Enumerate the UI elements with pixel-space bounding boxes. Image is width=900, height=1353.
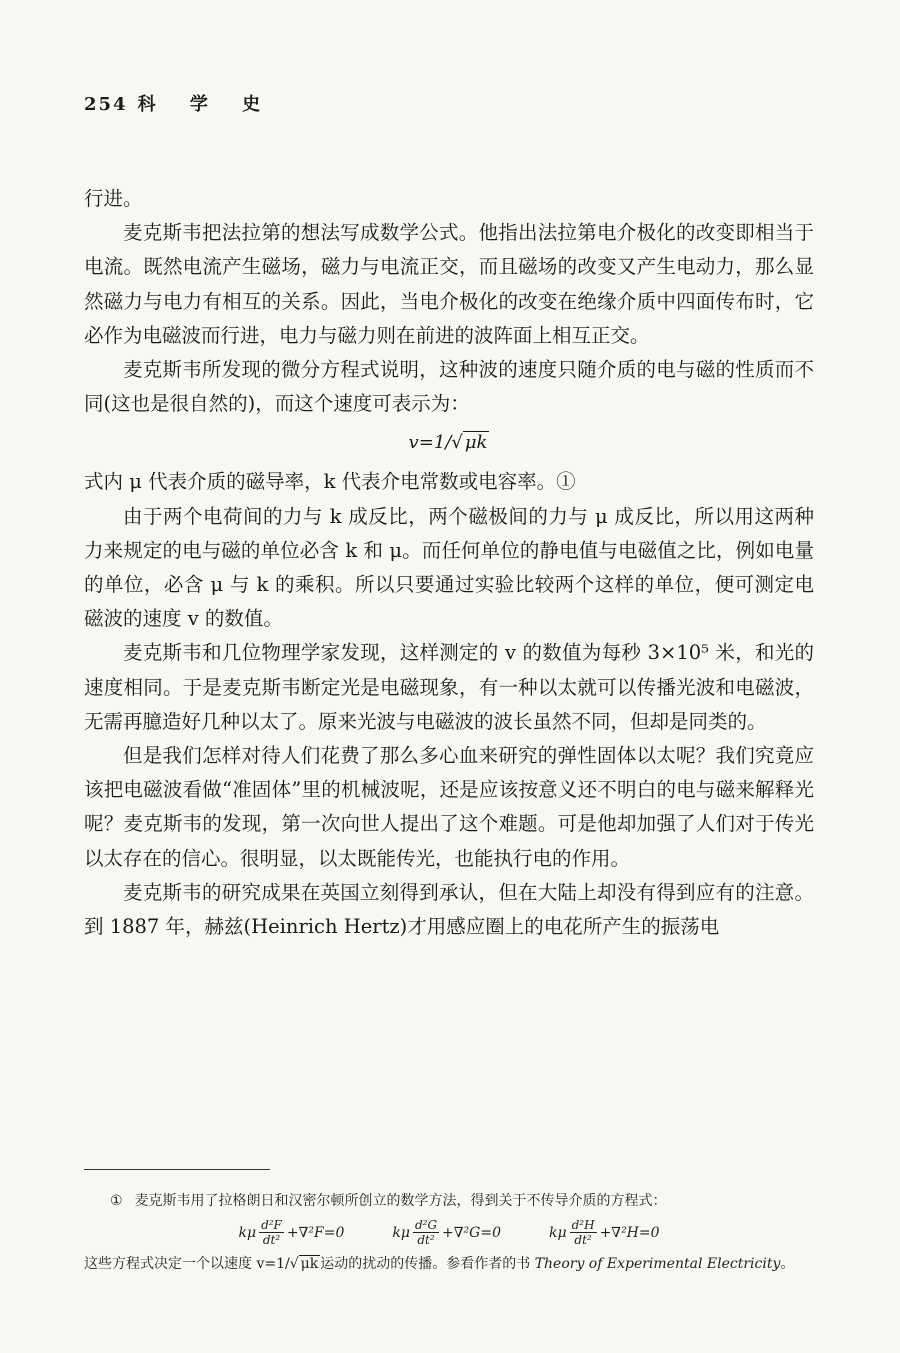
book-title: Theory of Experimental Electricity xyxy=(534,1256,781,1272)
fraction-num: d²G xyxy=(414,1218,438,1232)
paragraph: 麦克斯韦的研究成果在英国立刻得到承认，但在大陆上却没有得到应有的注意。到 1887 年，赫兹(Heinrich Hertz)才用感应圈上的电花所产生的振荡电 xyxy=(84,880,814,939)
fraction-den: dt² xyxy=(574,1233,592,1247)
paragraph: 行进。 xyxy=(84,187,143,210)
equation-h xyxy=(549,1218,660,1247)
equation-fraction xyxy=(570,1218,597,1247)
equation-rest: +∇²H=0 xyxy=(599,1224,660,1241)
formula-eq: = xyxy=(418,432,434,454)
paragraph: 麦克斯韦把法拉第的想法写成数学公式。他指出法拉第电介极化的改变即相当于电流。既然电流产生磁场，磁力与电流正交，而且磁场的改变又产生电动力，那么显然磁力与电力有相互的关系。因此，当电介极化的改变在绝缘介质中四面传布时，它必作为电磁波而行进，电力与磁力则在前进的波阵面上相互正交。 xyxy=(84,221,814,347)
tail-prefix: 这些方程式决定一个以速度 v=1/ xyxy=(84,1256,290,1272)
equation-g xyxy=(392,1218,501,1247)
fraction-den: dt² xyxy=(262,1233,281,1247)
paragraph: 麦克斯韦所发现的微分方程式说明，这种波的速度只随介质的电与磁的性质而不同(这也是很自然的)，而这个速度可表示为： xyxy=(84,358,814,416)
equation-coef: kμ xyxy=(549,1224,567,1241)
footnote-mark: ① xyxy=(110,1193,123,1209)
paragraph: 但是我们怎样对待人们花费了那么多心血来研究的弹性固体以太呢？我们究竟应该把电磁波看做“准固体”里的机械波呢，还是应该按意义还不明白的电与磁来解释光呢？麦克斯韦的发现，第一次向世人提出了这个难题。可是他却加强了人们对于传光以太存在的信心。很明显，以太既能传光，也能执行电的作用。 xyxy=(84,744,814,870)
running-header xyxy=(84,90,274,116)
fraction-num: d²F xyxy=(261,1218,282,1232)
formula-lhs: v xyxy=(408,432,419,454)
sqrt-sign: √ xyxy=(289,1256,299,1272)
footnote-intro: 麦克斯韦用了拉格朗日和汉密尔顿所创立的数学方法，得到关于不传导介质的方程式： xyxy=(134,1193,667,1209)
page-number: 254 xyxy=(84,94,128,115)
equation-f xyxy=(238,1218,344,1247)
footnote-intro-line xyxy=(84,1190,814,1212)
fraction-den: dt² xyxy=(417,1233,435,1247)
fraction-num: d²H xyxy=(571,1218,595,1232)
body-text xyxy=(84,182,814,944)
tail-radicand: μk xyxy=(300,1256,319,1272)
sqrt-sign: √ xyxy=(451,432,463,454)
equation-fraction xyxy=(413,1218,439,1247)
equation-rest: +∇²G=0 xyxy=(442,1224,501,1241)
footnote-equations xyxy=(84,1218,814,1247)
paragraph: 由于两个电荷间的力与 k 成反比，两个磁极间的力与 μ 成反比，所以用这两种力来规定的电与磁的单位必含 k 和 μ。而任何单位的静电值与电磁值之比，例如电量的单位，必含 μ 与 k 的乘积。所以只要通过实验比较两个这样的单位，便可测定电磁波的速度 v 的数值。 xyxy=(84,504,814,631)
formula-rhs: 1/ xyxy=(433,432,452,454)
paragraph: 麦克斯韦和几位物理学家发现，这样测定的 v 的数值为每秒 3×10⁵ 米，和光的速度相同。于是麦克斯韦断定光是电磁现象，有一种以太就可以传播光波和电磁波，无需再臆造好几种以太了。原来光波与电磁波的波长虽然不同，但却是同类的。 xyxy=(84,641,814,733)
equation-coef: kμ xyxy=(392,1224,410,1241)
equation-coef: kμ xyxy=(238,1224,257,1241)
footnote-tail xyxy=(84,1253,814,1275)
velocity-formula xyxy=(84,421,814,465)
formula-radicand: μk xyxy=(464,432,488,454)
equation-fraction xyxy=(259,1218,284,1247)
paragraph: 式内 μ 代表介质的磁导率，k 代表介电常数或电容率。① xyxy=(84,470,576,494)
tail-end: 。 xyxy=(780,1256,795,1272)
running-title: 科 学 史 xyxy=(137,94,275,115)
footnote xyxy=(84,1190,814,1275)
footnote-divider xyxy=(84,1169,270,1170)
tail-middle: 运动的扰动的传播。参看作者的书 xyxy=(320,1256,535,1272)
equation-rest: +∇²F=0 xyxy=(286,1224,345,1241)
